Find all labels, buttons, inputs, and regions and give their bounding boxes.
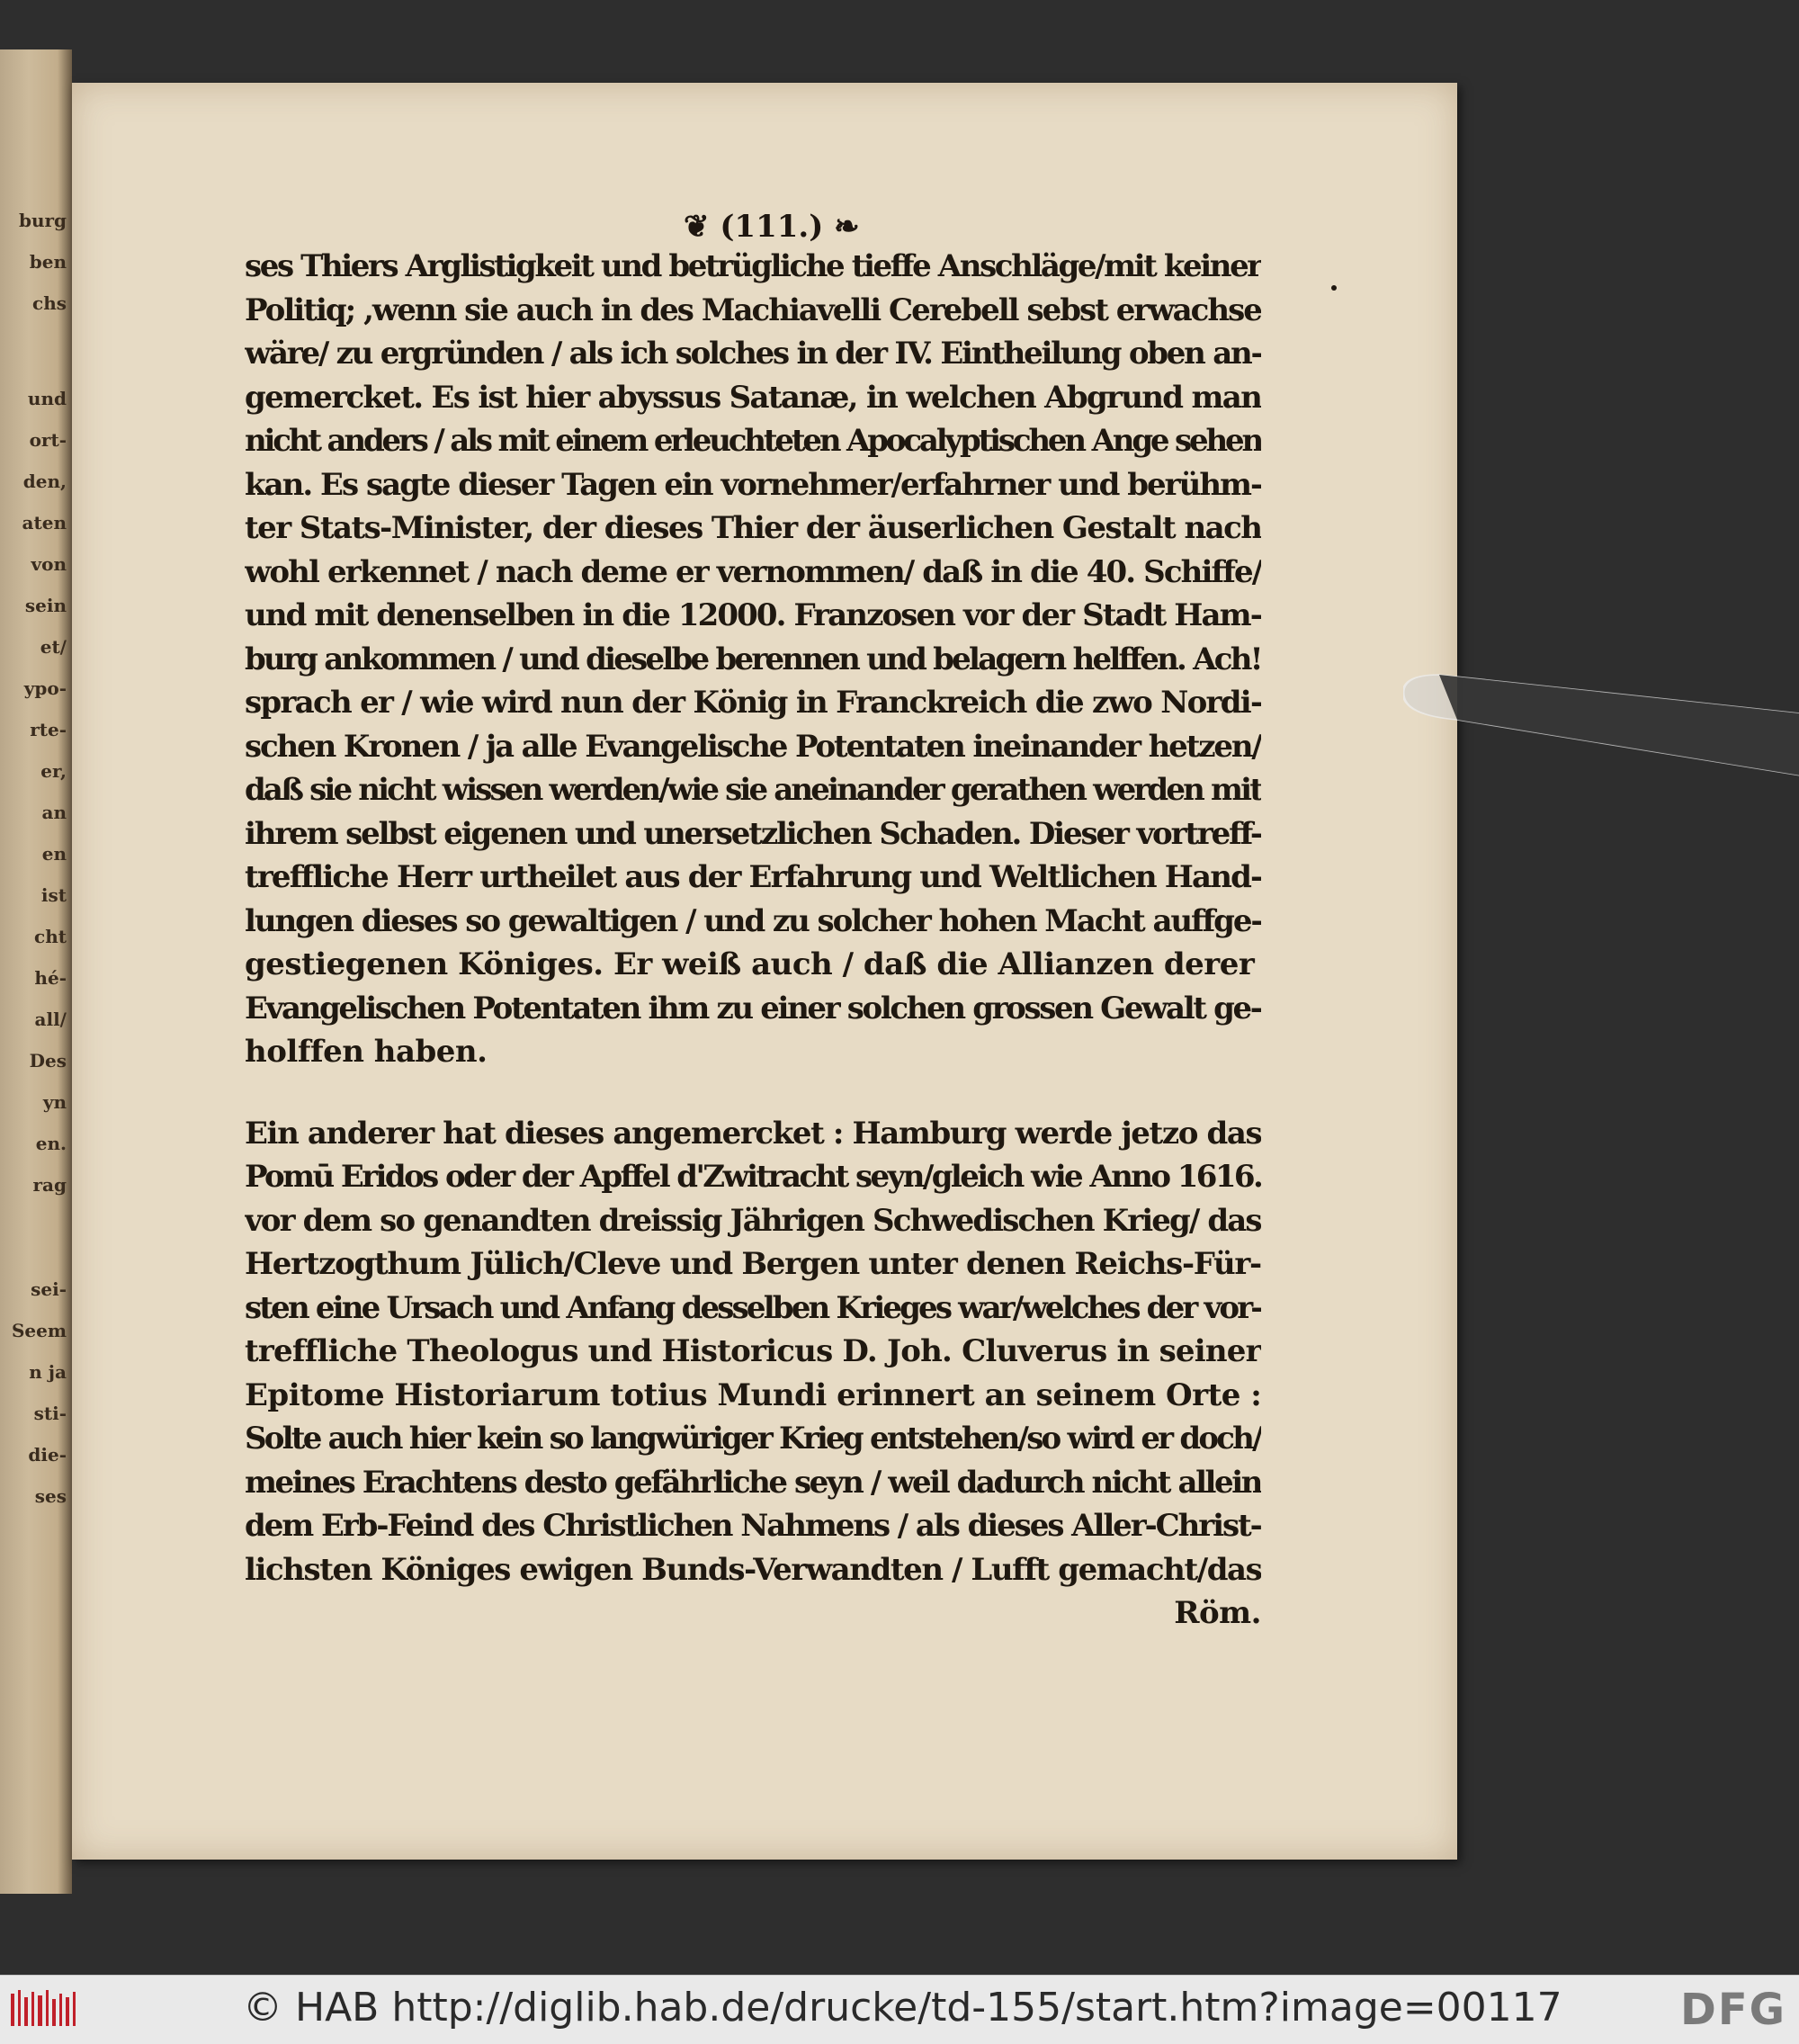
facing-page-fragment: ypo- [23, 677, 67, 699]
text-line: sten eine Ursach und Anfang desselben Krieges war/welches der vor- [245, 1289, 1261, 1326]
text-line: schen Kronen / ja alle Evangelische Potentaten ineinander hetzen/ [245, 728, 1261, 765]
facing-page-fragment: ben [29, 251, 67, 273]
facing-page-fragment: sei- [31, 1278, 67, 1300]
ornament-right-icon: ❧ [823, 209, 860, 245]
text-line: lichsten Königes ewigen Bunds-Verwandten / Lufft gemacht/das [245, 1551, 1261, 1588]
facing-page-fragment: ses [34, 1485, 67, 1507]
facing-page-fragment: rte- [30, 719, 67, 740]
text-line: ses Thiers Arglistigkeit und betrügliche tieffe Anschläge/mit keiner [245, 248, 1261, 284]
paragraph-1 [245, 245, 1261, 1074]
facing-page-fragment: aten [22, 512, 67, 533]
text-line: treffliche Theologus und Historicus D. Joh. Cluverus in seiner [245, 1333, 1261, 1369]
facing-page-fragment: er, [40, 760, 67, 782]
text-line: wäre/ zu ergründen / als ich solches in der IV. Eintheilung oben an- [245, 336, 1261, 372]
text-line: Epitome Historiarum totius Mundi erinnert an seinem Orte : [245, 1376, 1261, 1413]
facing-page-fragment: en [41, 843, 67, 865]
text-line: und mit denenselben in die 12000. Franzosen vor der Stadt Ham- [245, 597, 1261, 633]
text-line: Evangelischen Potentaten ihm zu einer solchen grossen Gewalt ge- [245, 990, 1261, 1026]
text-line: meines Erachtens desto gefährliche seyn / weil dadurch nicht allein [245, 1464, 1261, 1501]
text-line: ter Stats-Minister, der dieses Thier der äuserlichen Gestalt nach [245, 510, 1261, 546]
text-line: gestiegenen Königes. Er weiß auch / daß die Allianzen derer [245, 946, 1255, 982]
text-line: vor dem so genandten dreissig Jährigen Schwedischen Krieg/ das [245, 1202, 1261, 1239]
body-text [245, 245, 1261, 1636]
text-line: gemercket. Es ist hier abyssus Satanæ, in welchen Abgrund man [245, 379, 1261, 416]
facing-page-fragment: n ja [29, 1361, 67, 1383]
facing-page-fragment: sein [24, 595, 67, 616]
facing-page-fragment: sti- [33, 1403, 67, 1424]
paragraph-2 [245, 1112, 1261, 1592]
facing-page-fragment: Des [29, 1050, 67, 1071]
facing-page-edge [0, 49, 72, 1894]
footer-bar [0, 1975, 1799, 2044]
text-line: Politiq; ,wenn sie auch in des Machiavelli Cerebell sebst erwachse [245, 291, 1261, 328]
dfg-logo: DFG [1679, 1985, 1786, 2035]
text-line: treffliche Herr urtheilet aus der Erfahrung und Weltlichen Hand- [245, 859, 1261, 895]
ink-speck [1331, 285, 1337, 291]
text-line: kan. Es sagte dieser Tagen ein vornehmer/erfahrner und berühm- [245, 466, 1261, 503]
facing-page-fragment: ort- [29, 429, 67, 451]
text-line: Pomū Eridos oder der Apffel d'Zwitracht seyn/gleich wie Anno 1616. [245, 1159, 1261, 1195]
facing-page-fragment: yn [42, 1091, 67, 1113]
hab-barcode-logo-icon [9, 1988, 81, 2031]
text-line: Hertzogthum Jülich/Cleve und Bergen unter denen Reichs-Für- [245, 1246, 1261, 1282]
facing-page-fragment: en. [35, 1133, 67, 1154]
text-line: holffen haben. [245, 1034, 488, 1070]
page-clamp [1403, 666, 1799, 783]
facing-page-fragment: den, [22, 471, 67, 492]
facing-page-fragment: rag [32, 1174, 67, 1196]
text-line: sprach er / wie wird nun der König in Franckreich die zwo Nordi- [245, 685, 1261, 721]
facing-page-fragment: all/ [34, 1009, 67, 1030]
facing-page-fragment: an [41, 802, 67, 823]
facing-page-fragment: burg [18, 210, 67, 231]
text-line: nicht anders / als mit einem erleuchteten Apocalyptischen Ange sehen [245, 423, 1261, 459]
facing-page-fragment: hé- [34, 967, 67, 989]
facing-page-fragment: und [27, 388, 67, 409]
facing-page-fragment: chs [32, 292, 67, 314]
text-line: Solte auch hier kein so langwüriger Krieg entstehen/so wird er doch/ [245, 1421, 1261, 1457]
facing-page-fragment: Seem [11, 1320, 67, 1341]
facing-page-fragment: cht [34, 926, 67, 947]
catchword: Röm. [1174, 1595, 1261, 1631]
text-line: wohl erkennet / nach deme er vernommen/ daß in die 40. Schiffe/ [245, 553, 1261, 590]
text-line: dem Erb-Feind des Christlichen Nahmens / als dieses Aller-Christ- [245, 1508, 1261, 1544]
ornament-left-icon: ❦ [684, 209, 720, 245]
facing-page-fragment: die- [28, 1444, 67, 1466]
facing-page-fragment: et/ [40, 636, 67, 658]
footer-copyright-link[interactable]: © HAB http://diglib.hab.de/drucke/td-155/start.htm?image=00117 [243, 1985, 1562, 2031]
text-line: burg ankommen / und dieselbe berennen und belagern helffen. Ach! [245, 641, 1261, 677]
facing-page-fragment: von [31, 553, 67, 575]
text-line: daß sie nicht wissen werden/wie sie aneinander gerathen werden mit [245, 772, 1261, 808]
text-line: lungen dieses so gewaltigen / und zu solcher hohen Macht auffge- [245, 902, 1261, 939]
page-number: ❦ (111.) ❧ [684, 209, 860, 245]
text-line: ihrem selbst eigenen und unersetzlichen Schaden. Dieser vortreff- [245, 815, 1261, 852]
text-line: Ein anderer hat dieses angemercket : Hamburg werde jetzo das [245, 1115, 1261, 1152]
facing-page-fragment: ist [40, 884, 67, 906]
